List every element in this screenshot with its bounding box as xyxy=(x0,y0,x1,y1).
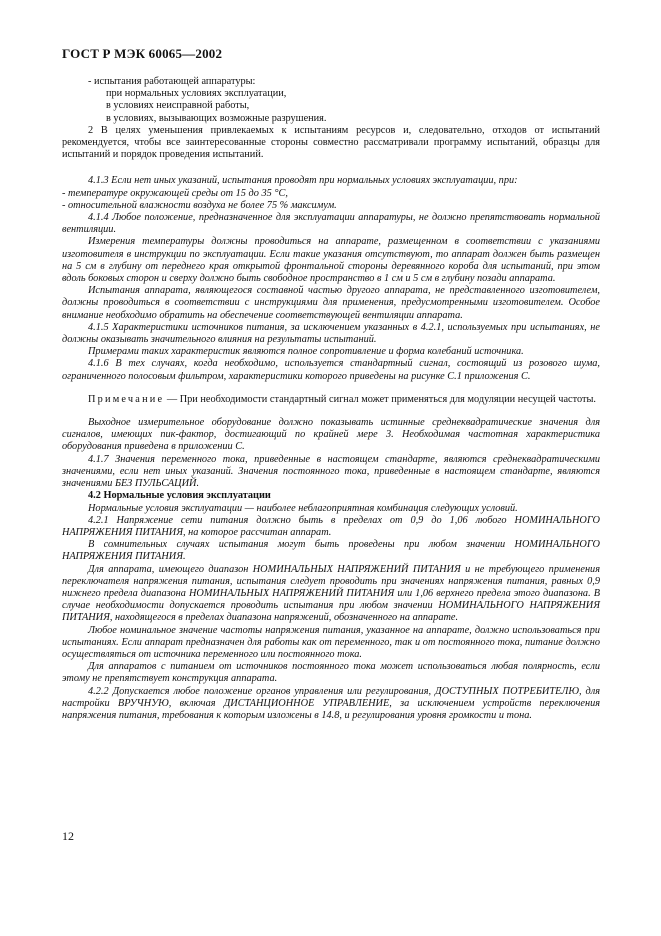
page-content xyxy=(62,76,600,722)
note-paragraph xyxy=(62,394,600,406)
page-number: 12 xyxy=(62,829,74,843)
clause-4-1-6-p1: 4.1.6 В тех случаях, когда необходимо, используется стандартный сигнал, состоящий из розового шума, ограниченного полосовым фильтром, характеристики которого приведены на рисунке С.1 приложения С. xyxy=(62,358,600,382)
intro-sub-1: при нормальных условиях эксплуатации, xyxy=(106,88,287,100)
note-label: Примечание xyxy=(88,393,165,405)
clause-4-1-3-item-1: - температуре окружающей среды от 15 до 35 °С, xyxy=(62,187,288,199)
clause-4-2-1-a: 4.2.1 Напряжение сети питания должно быть в пределах от 0,9 до 1,06 любого НОМИНАЛЬНОГО НАПРЯЖЕНИЯ ПИТАНИЯ, на которое рассчитан аппарат. xyxy=(62,514,600,538)
intro-sub-2: в условиях неисправной работы, xyxy=(106,100,250,112)
clause-4-1-3: 4.1.3 Если нет иных указаний, испытания проводят при нормальных условиях эксплуатации, при: xyxy=(88,175,518,187)
clause-4-1-6-p2: Выходное измерительное оборудование должно показывать истинные среднеквадратические значения для сигналов, имеющих пик-фактор, достигающий по крайней мере 3. Необходимая частотная характеристика оборудования приведена в приложении С. xyxy=(62,417,600,453)
intro-sub-3: в условиях, вызывающих возможные разрушения. xyxy=(106,112,327,124)
section-4-2-title: 4.2 Нормальные условия эксплуатации xyxy=(88,490,271,502)
clause-4-1-3-item-2: - относительной влажности воздуха не более 75 % максимум. xyxy=(62,199,337,211)
clause-4-1-4-p3: Испытания аппарата, являющегося составной частью другого аппарата, не представленного изготовителем, должны проводиться в соответствии с инструкциями для применения, предусмотренными изготовителем. Особое внимание необходимо обратить на обеспечение соответствующей вентиляции аппарата. xyxy=(62,285,600,321)
note-2: 2 В целях уменьшения привлекаемых к испытаниям ресурсов и, следовательно, отходов от испытаний рекомендуется, чтобы все заинтересованные стороны совместно рассматривали программу испытаний, образцы для испытаний и порядок проведения испытаний. xyxy=(62,124,600,161)
note-text: — При необходимости стандартный сигнал может применяться для модуляции несущей частоты. xyxy=(164,393,596,405)
document-header: ГОСТ Р МЭК 60065—2002 xyxy=(62,46,223,61)
clause-4-2-1-d: Любое номинальное значение частоты напряжения питания, указанное на аппарате, должно использоваться при испытаниях. Если аппарат предназначен для работы как от переменного, так и от постоянного тока, питание должно осуществляться от источника переменного или постоянного тока. xyxy=(62,624,600,660)
clause-4-2-2: 4.2.2 Допускается любое положение органов управления или регулирования, ДОСТУПНЫХ ПОТРЕБИТЕЛЮ, для настройки ВРУЧНУЮ, включая ДИСТАНЦИОННОЕ УПРАВЛЕНИЕ, за исключением устройств переключения напряжения питания, требования к которым изложены в 14.8, и регулирования уровня громкости и тона. xyxy=(62,685,600,721)
clause-4-2-1-b: В сомнительных случаях испытания могут быть проведены при любом значении НОМИНАЛЬНОГО НАПРЯЖЕНИЯ ПИТАНИЯ. xyxy=(62,539,600,563)
clause-4-2-1-c: Для аппарата, имеющего диапазон НОМИНАЛЬНЫХ НАПРЯЖЕНИЙ ПИТАНИЯ и не требующего применения переключателя напряжения питания, испытания следует проводить при значениях напряжения питания, равных 0,9 нижнего предела диапазона НОМИНАЛЬНЫХ НАПРЯЖЕНИЙ ПИТАНИЯ или 1,06 верхнего предела этого диапазона. В случае необходимости допускается проводить испытания при любом значении НОМИНАЛЬНОГО НАПРЯЖЕНИЯ ПИТАНИЯ, находящегося в пределах диапазона напряжений, обозначенного на аппарате. xyxy=(62,563,600,624)
clause-4-1-5-p1: 4.1.5 Характеристики источников питания, за исключением указанных в 4.2.1, используемых при испытаниях, не должны оказывать значительного влияния на результаты испытаний. xyxy=(62,321,600,346)
clause-4-1-5-p2: Примерами таких характеристик являются полное сопротивление и форма колебаний источника. xyxy=(88,346,524,358)
section-4-2-intro: Нормальные условия эксплуатации — наиболее неблагоприятная комбинация следующих условий. xyxy=(88,502,518,514)
intro-item: - испытания работающей аппаратуры: xyxy=(88,76,256,87)
clause-4-1-4-p2: Измерения температуры должны проводиться на аппарате, размещенном в соответствии с указаниями изготовителя в инструкции по эксплуатации. Если такие указания отсутствуют, то аппарат должен быть размещен на 5 см в глубину от переднего края открытой фронтальной стороны деревянного короба для испытаний, при этом вдоль боковых сторон и сверху должно быть свободное пространство в 1 см и 5 см в глубину позади аппарата. xyxy=(62,236,600,285)
clause-4-2-1-e: Для аппаратов с питанием от источников постоянного тока может использоваться любая полярность, если этому не препятствует конструкция аппарата. xyxy=(62,661,600,685)
clause-4-1-7: 4.1.7 Значения переменного тока, приведенные в настоящем стандарте, являются среднеквадратическими значениями, если нет иных указаний. Значения постоянного тока, приведенные в настоящем стандарте, являются значениями БЕЗ ПУЛЬСАЦИЙ. xyxy=(62,453,600,490)
clause-4-1-4-p1: 4.1.4 Любое положение, предназначенное для эксплуатации аппаратуры, не должно препятствовать нормальной вентиляции. xyxy=(62,212,600,236)
